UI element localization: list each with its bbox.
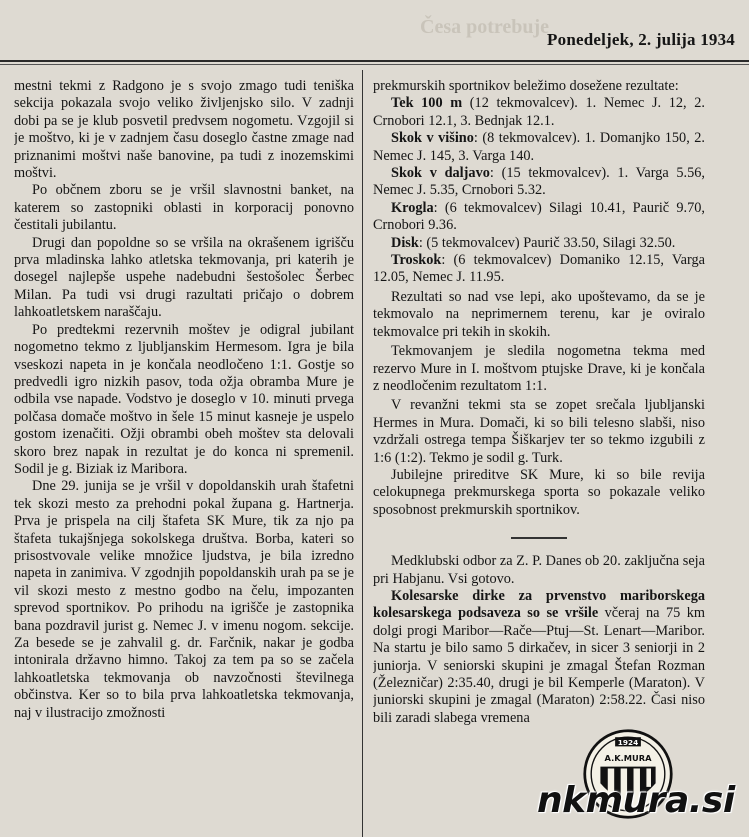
result-event: Disk (391, 234, 419, 251)
results-intro: prekmurskih sportnikov beležimo dosežene rezultate: (373, 78, 679, 94)
result-event: Tek 100 m (391, 95, 463, 112)
site-watermark: nkmura.si (537, 780, 735, 821)
page-header (0, 0, 749, 62)
result-text: : (5 tekmovalcev) Paurič 33.50, Silagi 32.50. (418, 234, 676, 251)
left-paragraph: Dne 29. junija se je vršil v dopoldanskih urah štafetni tek skozi mesto za prehodni pokal župana g. Hartnerja. Prva je prispela na cilj štafeta SK Mure, tik za njo pa štafeta tukajšnjega sokolskega društva. Borba, kateri so prisostvovale velike množice ljudstva, je bila izredno napeta in zanimiva. V zgodnjih popoldanskih urah pa se je vil skozi mesto z mestno godbo na čelu, impozanten sprevod sportnikov. Po prihodu na igrišče je zastopnika bana pozdravil jurist g. Nemec J. v imenu nogom. sekcije. Za besede se je zahvalil g. dr. Farčnik, nakar je godba intonirala državno himno. Takoj za tem pa so se začela lahkoatletska tekmovanja ob navzočnosti številnega občinstva. Ker so to bila prva lahkoatletska tekmovanja, naj v ilustracijo zmožnosti (14, 478, 354, 721)
left-paragraph: Po občnem zboru se je vršil slavnostni banket, na katerem so zastopniki oblasti in korporacij ponovno čestitali jubilantu. (14, 182, 354, 234)
result-text: : (6 tekmovalcev) Silagi 10.41, Paurič 9.70, Crnobori 9.36. (373, 199, 705, 234)
page-date: Ponedeljek, 2. julija 1934 (547, 30, 735, 49)
left-paragraph: Po predtekmi rezervnih moštev je odigral jubilant nogometno tekmo z ljubljanskim Hermesom. Igra je bila vseskozi napeta in je končala neodločeno 1:1. Gostje so predvedli igro nizkih pasov, toda ožja obramba Mure je odbila vse napade. Vodstvo je doseglo v 10. minuti prvega polčasa domače moštvo in šele 15 minut kasneje je uspelo gostom izenačiti. Ožji obrambi obeh moštev sta delovali skoro brez napak in rezultat je do konca ni spremenil. Sodil je g. Biziak iz Maribora. (14, 321, 354, 477)
cycling-headline: Kolesarske dirke za prvenstvo mariborskega kolesarskega podsaveza so se vršile (373, 587, 705, 622)
result-event: Skok v višino (391, 130, 474, 147)
right-paragraph: Medklubski odbor za Z. P. Danes ob 20. zaključna seja pri Habjanu. Vsi gotovo. (373, 553, 705, 587)
result-line (373, 95, 705, 130)
logo-name: A.K.MURA (604, 753, 652, 764)
column-divider (362, 70, 363, 837)
bleed-through-text: Česa potrebuje (420, 16, 550, 38)
header-rule (0, 60, 749, 62)
cycling-text: včeraj na 75 km dolgi progi Maribor—Rače—Ptuj—St. Lenart—Maribor. Na startu je bilo samo 5 dirkačev, in sicer 3 seniorji in 2 juniorja. V seniorski skupini je zmagal Štefan Rozman (Železničar) 2:35.40, drugi je bil Kemperle (Maraton). V juniorski skupini je zmagal (Maraton) 2:58.22. Časi niso bili zaradi slabega vremena (373, 605, 705, 726)
header-rule-thin (0, 64, 749, 65)
result-line (373, 200, 705, 235)
right-paragraph: Rezultati so nad vse lepi, ako upoštevamo, da se je tekmovalo na neprimernem terenu, kar je oviralo tekmovalce pri tekih in skokih. (373, 288, 705, 340)
result-event: Skok v daljavo (391, 165, 490, 182)
left-paragraph: Drugi dan popoldne so se vršila na okrašenem igrišču prva mladinska lahko atletska tekmovanja, pri katerih je dosegel najlepše uspehe nadebudni šestošolec Šerbec Milan. Pa tudi vsi drugi razultati pričajo o dobrem lahkoatletskem naraščaju. (14, 234, 354, 321)
result-event: Troskok (391, 252, 442, 269)
result-line (373, 235, 705, 252)
logo-year: 1924 (617, 738, 639, 748)
result-line (373, 252, 705, 287)
right-paragraph: Jubilejne prireditve SK Mure, ki so bile revija celokupnega prekmurskega sporta so pokazale veliko sposobnost prekmurskih sportnikov. (373, 466, 705, 518)
right-paragraph: V revanžni tekmi sta se zopet srečala ljubljanski Hermes in Mura. Domači, ki so bili telesno slabši, niso vzdržali ostrega tempa Šiškarjev ter so tekmo izgubili z 1:6 (1:2). Tekmo je sodil g. Turk. (373, 397, 705, 466)
right-column (373, 78, 705, 836)
right-paragraph: Tekmovanjem je sledila nogometna tekma med rezervo Mure in I. moštvom ptujske Drave, ki je končala z neodločenim rezultatom 1:1. (373, 343, 705, 394)
result-text: : (15 tekmovalcev). 1. Varga 5.56, Nemec J. 5.35, Crnobori 5.32. (373, 165, 705, 199)
left-column (14, 78, 354, 836)
result-text: (12 tekmovalcev). 1. Nemec J. 12, 2. Crnobori 12.1, 3. Bednjak 12.1. (373, 95, 705, 129)
cycling-paragraph (373, 588, 705, 727)
left-paragraph: mestni tekmi z Radgono je s svojo zmago tudi teniška sekcija pokazala svojo veliko življenjsko silo. V zadnji dobi pa se je klub posvetil predvsem nogometu. Vzgojil si je moštvo, ki je v zadnjem času doseglo častne zmage nad priznanimi moštvi naše banovine, pa tudi z inozemskimi moštvi. (14, 78, 354, 182)
result-line (373, 165, 705, 200)
article-separator (511, 537, 567, 539)
result-text: : (6 tekmovalcev) Domaniko 12.15, Varga 12.05, Nemec J. 11.95. (373, 252, 705, 286)
result-line (373, 130, 705, 165)
result-text: : (8 tekmovalcev). 1. Domanjko 150, 2. Nemec J. 145, 3. Varga 140. (373, 130, 705, 164)
result-event: Krogla (391, 199, 434, 216)
